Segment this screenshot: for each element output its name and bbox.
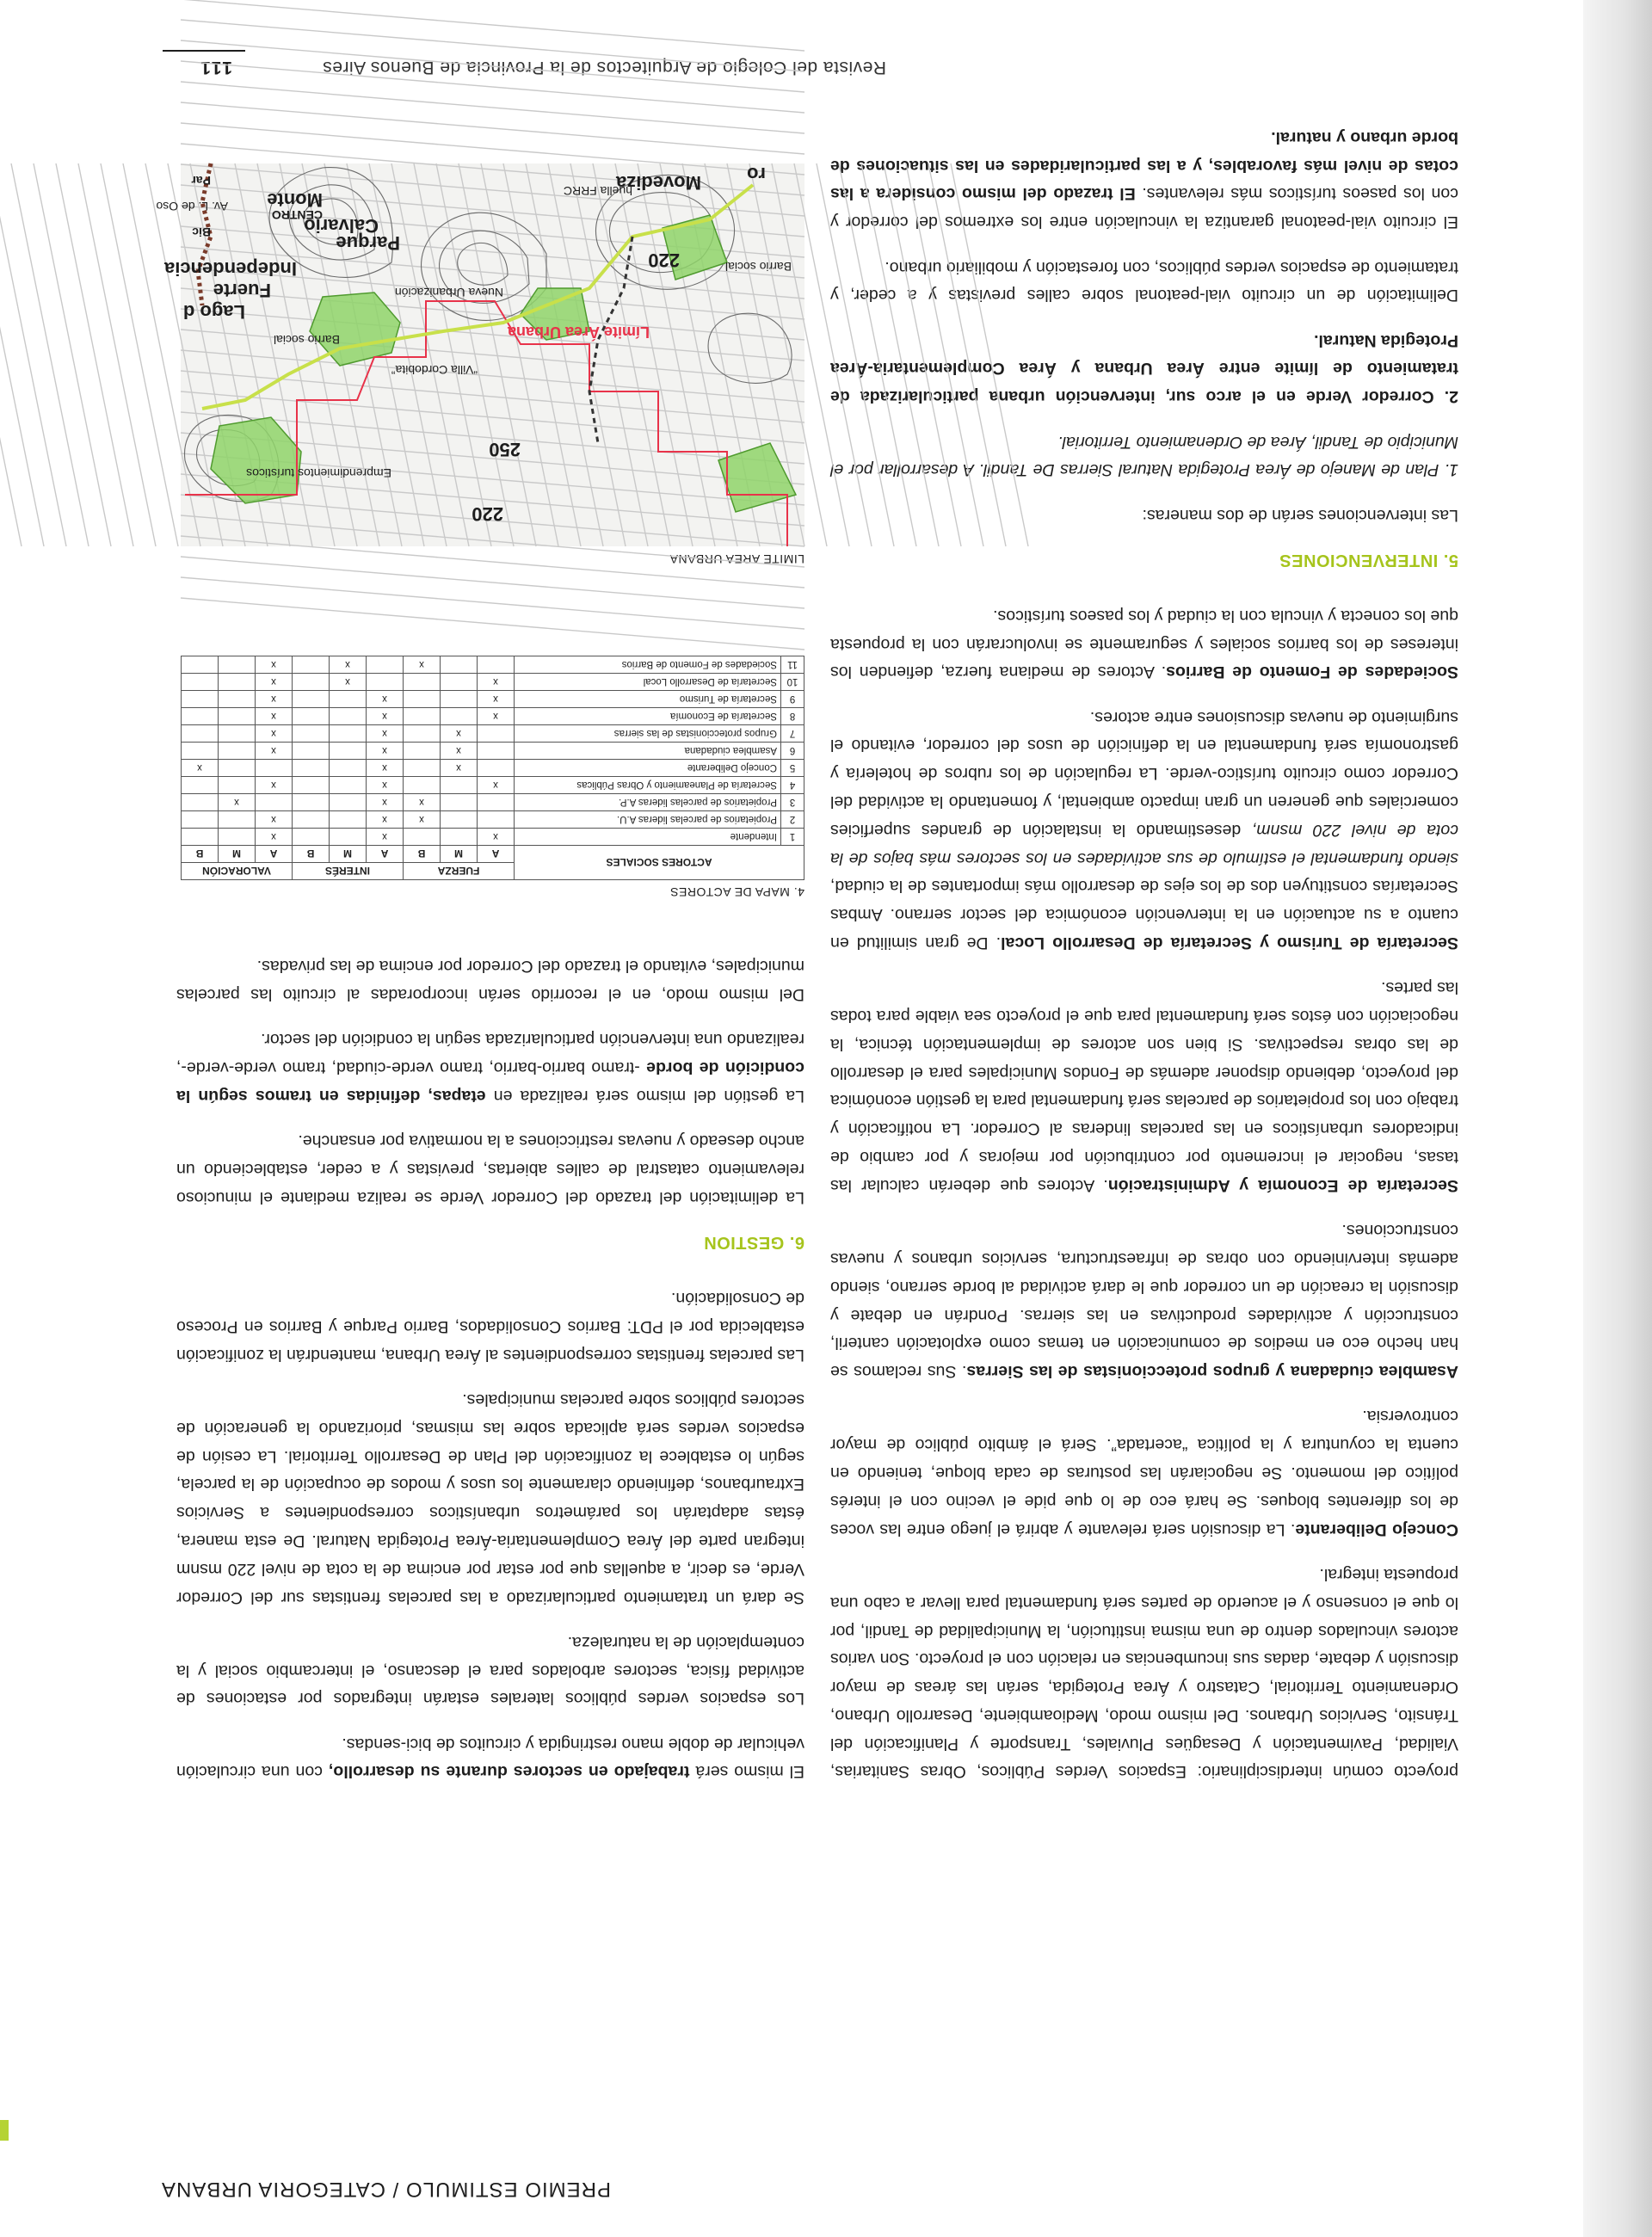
paragraph: El mismo será trabajado en sectores durante su desarrollo, con una circulación vehicular de doble mano restringida y circuitos de bici-sendas. [176, 1734, 804, 1782]
table-mark [404, 829, 441, 846]
table-mark [367, 656, 404, 674]
table-mark: x [256, 811, 293, 829]
table-mark [182, 829, 219, 846]
table-mark [441, 794, 478, 811]
paragraph: Del mismo modo, en el recorrido serán incorporadas al circuito las parcelas municipales, evitando el trazado del Corredor por encima de las privadas. [176, 957, 804, 1005]
table-row [182, 691, 804, 708]
table-mark: x [330, 656, 367, 674]
table-row [182, 674, 804, 691]
table-row [182, 760, 804, 777]
table-mark [330, 811, 367, 829]
table-mark: x [367, 760, 404, 777]
table-mark [330, 777, 367, 794]
table-mark [441, 829, 478, 846]
table-level-header: A [367, 846, 404, 863]
street [34, 163, 111, 546]
table-mark: x [256, 725, 293, 743]
table-mark: x [478, 691, 515, 708]
table-mark [293, 743, 330, 760]
table-mark [182, 725, 219, 743]
paragraph: Las parcelas frentistas correspondientes al Área Urbana, mantendrán la zonificación establecida por el PDT: Barrios Consolidados, Barrio Parque y Barrios en Proceso de Consolidación. [176, 1289, 804, 1365]
table-mark [182, 691, 219, 708]
street [181, 102, 804, 154]
paragraph: Secretaría de Economía y Administración. Actores que deberán calcular las tasas, negociar el incremento por contribución por mejoras y por cambio de indicadores urbanísticos en las parcelas linderas al Corredor. La notificación y trabajo con los propietarios de parcelas será fundamental para la gestión económica del proyecto, debiendo disponer además de Fondos Municipales para el desarrollo de las obras respectivas. Si bien son actores de implementación técnica, la negociación con éstos será fundamental para que el proyecto sea viable para todas las partes. [830, 978, 1458, 1195]
row-number: 6 [781, 743, 804, 760]
table-level-header: B [404, 846, 441, 863]
map-label: Barrio social [724, 260, 792, 274]
table-mark [256, 794, 293, 811]
table-mark [441, 674, 478, 691]
table-mark [293, 760, 330, 777]
actor-name: Secretaría de Desarrollo Local [515, 674, 781, 691]
table-mark: x [478, 674, 515, 691]
table-mark [219, 777, 256, 794]
table-mark [478, 811, 515, 829]
row-number: 2 [781, 811, 804, 829]
section-accent-bar [0, 2120, 9, 2141]
table-row [182, 656, 804, 674]
map-label: Calvario [304, 215, 379, 237]
actor-name: Sociedades de Fomento de Barrios [515, 656, 781, 674]
street [0, 163, 22, 546]
table-group-header: VALORACIÓN [182, 863, 293, 880]
paragraph: La gestión del mismo será realizada en etapas, definidas en tramos según la condición de borde -tramo barrio-barrio, tramo verde-ciudad, tramo verde-verde-, realizando una intervención particularizada según la condición del sector. [176, 1030, 804, 1106]
paragraph: La delimitación del trazado del Corredor Verde se realiza mediante el minucioso relevamiento catastral de calles abiertas, previstas y a ceder, estableciendo un ancho deseado y nuevas restricciones a la normativa por ensanche. [176, 1131, 804, 1207]
table-mark [182, 743, 219, 760]
table-mark: x [256, 777, 293, 794]
table-mark [293, 656, 330, 674]
table-mark [256, 760, 293, 777]
map-label: Bic [192, 225, 211, 239]
map-label: huella FRRC [563, 184, 632, 198]
page-number: 111 [199, 58, 232, 77]
paragraph: 2. Corredor Verde en el arco sur, intervención urbana particularizada de tratamiento de límite entre Área Urbana y Área Complementaria-Área Protegida Natural. [830, 330, 1458, 407]
table-level-header: A [478, 846, 515, 863]
actor-name: Concejo Deliberante [515, 760, 781, 777]
row-number: 8 [781, 708, 804, 725]
table-mark [478, 794, 515, 811]
paragraph: 1. Plan de Manejo de Área Protegida Natural Sierras De Tandil. A desarrollar por el Municipio de Tandil, Área de Ordenamiento Territorial. [830, 432, 1458, 480]
page-number-rule [163, 50, 245, 52]
table-mark [182, 811, 219, 829]
actor-name: Secretaría de Economía [515, 708, 781, 725]
table-row [182, 794, 804, 811]
table-mark [367, 674, 404, 691]
paragraph-lead: Secretaría de Turismo y Secretaría de Desarrollo Local [1001, 933, 1458, 952]
table-mark [330, 743, 367, 760]
table-level-header: M [219, 846, 256, 863]
map-label: “Villa Cordobita” [391, 363, 478, 377]
table-mark [182, 708, 219, 725]
map-label: ro [747, 163, 766, 185]
row-number: 9 [781, 691, 804, 708]
table-mark: x [367, 777, 404, 794]
table-mark: x [367, 794, 404, 811]
table-row [182, 708, 804, 725]
map-caption: LIMITE AREA URBANA [669, 552, 804, 566]
map-label: 220 [472, 503, 503, 525]
paragraph-lead: Secretaría de Economía y Administración [1107, 1175, 1458, 1195]
map-label: Nueva Urbanización [394, 286, 503, 299]
paragraph-lead: Concejo Deliberante [1295, 1519, 1458, 1539]
table-row [182, 777, 804, 794]
paragraph: Secretaría de Turismo y Secretaría de Desarrollo Local. De gran similitud en cuanto a su actuación en la intervención económica del sector serrano. Ambas Secretarías constituyen dos de los ejes de desarrollo más importantes de la ciudad, siendo fundamental el estímulo de sus actividades en los sectores más bajos de la cota de nivel 220 msnm, desestimando la instalación de grandes superficies comerciales que generen un gran impacto ambiental, y fomentando la actividad del Corredor como circuito turístico-verde. La regulación de los rubros de hotelería y gastronomía será fundamental en la definición de usos del corredor, evitando el surgimiento de nuevas discusiones entre actores. [830, 707, 1458, 952]
street [56, 163, 133, 546]
table-mark: x [256, 656, 293, 674]
street [78, 163, 156, 546]
table-mark [219, 656, 256, 674]
table-mark [478, 725, 515, 743]
table-mark [219, 811, 256, 829]
table-mark [441, 656, 478, 674]
table-mark [293, 794, 330, 811]
table-group-header: FUERZA [404, 863, 515, 880]
row-number: 4 [781, 777, 804, 794]
table-mark: x [404, 656, 441, 674]
table-mark: x [219, 794, 256, 811]
table-mark [219, 691, 256, 708]
table-mark [404, 708, 441, 725]
table-mark [441, 811, 478, 829]
map-label: CENTRO [271, 208, 323, 222]
actor-name: Secretaría de Planeamiento y Obras Públicas [515, 777, 781, 794]
table-mark: x [441, 743, 478, 760]
table-mark [404, 777, 441, 794]
paragraph: Las intervenciones serán de dos maneras: [1142, 505, 1458, 525]
table-row [182, 829, 804, 846]
table-level-header: B [293, 846, 330, 863]
table-mark [219, 708, 256, 725]
map-label: 250 [489, 439, 521, 460]
table-mark [219, 760, 256, 777]
table-mark [478, 760, 515, 777]
table-mark: x [367, 708, 404, 725]
table-mark [293, 691, 330, 708]
table-mark: x [367, 743, 404, 760]
heading-interventions: 5. INTERVENCIONES [1279, 550, 1458, 570]
table-mark [478, 656, 515, 674]
paragraph: El circuito vial-peatonal garantiza la vinculación entre los extremos del corredor y con los paseos turísticos más relevantes. El trazado del mismo considera a las cotas de nivel más favorables, y a las particularidades en las situaciones de borde urbano y natural. [830, 127, 1458, 232]
text-column-2 [176, 908, 804, 1803]
table-mark [330, 794, 367, 811]
table-mark [182, 794, 219, 811]
table-mark [478, 743, 515, 760]
street [11, 163, 89, 546]
table-mark [404, 725, 441, 743]
row-number: 7 [781, 725, 804, 743]
text-column-1 [830, 116, 1458, 1803]
table-mark: x [367, 829, 404, 846]
map-label: Monte [267, 189, 323, 211]
table-mark: x [256, 829, 293, 846]
paragraph: Los espacios verdes públicos laterales estarán integrados por estaciones de actividad física, sectores arbolados para el descanso, el intercambio social y la contemplación de la naturaleza. [176, 1632, 804, 1709]
street [0, 163, 44, 546]
table-mark [330, 725, 367, 743]
map-label: Lago d [182, 301, 245, 323]
table-mark: x [256, 674, 293, 691]
street [101, 163, 178, 546]
map-label: Parque [336, 232, 400, 254]
table-mark: x [478, 708, 515, 725]
table-level-header: A [256, 846, 293, 863]
table-mark: x [182, 760, 219, 777]
table-mark [293, 725, 330, 743]
table-mark: x [330, 674, 367, 691]
table-mark: x [256, 708, 293, 725]
table-mark [182, 777, 219, 794]
row-number: 3 [781, 794, 804, 811]
table-row [182, 743, 804, 760]
table-mark [219, 725, 256, 743]
table-mark [219, 743, 256, 760]
street [181, 577, 804, 629]
table-mark: x [441, 725, 478, 743]
table-mark [330, 708, 367, 725]
table-mark [441, 777, 478, 794]
urban-area-map [156, 163, 804, 546]
table-mark [404, 760, 441, 777]
actor-name: Asamblea ciudadana [515, 743, 781, 760]
street [181, 598, 804, 650]
table-mark: x [367, 691, 404, 708]
table-mark [404, 674, 441, 691]
row-number: 1 [781, 829, 804, 846]
actor-name: Grupos proteccionistas de las sierras [515, 725, 781, 743]
actors-table [181, 656, 804, 880]
heading-gestion: 6. GESTION [703, 1233, 804, 1253]
table-group-header: INTERÉS [293, 863, 404, 880]
section-title: PREMIO ESTIMULO / CATEGORIA URBANA [161, 2178, 611, 2201]
table-level-header: M [441, 846, 478, 863]
paragraph: Se dará un tratamiento particularizado a las parcelas frentistas sur del Corredor Verde, es decir, a aquellas que por estar por encima de la cota de nivel 220 msnm integran parte del Área Complementaria-Área Protegida Natural. De esta manera, éstas adaptarán los parámetros urbanísticos correspondientes a Servicios Extraurbanos, definiendo claramente los usos y modos de ocupación de la parcela, según lo establece la zonificación del Plan de Desarrollo Territorial. La cesión de espacios verdes será aplicada sobre las mismas, priorizando la generación de sectores públicos sobre parcelas municipales. [176, 1390, 804, 1607]
map-label: Movediza [615, 172, 701, 194]
table-mark: x [478, 777, 515, 794]
table-mark [330, 829, 367, 846]
table-mark: x [441, 760, 478, 777]
paragraph: Sociedades de Fomento de Barrios. Actores de mediana fuerza, defienden los intereses de los barrios sociales y seguramente se involucrarán con la propuesta que los conecta y vincula con la ciudad y los paseos turísticos. [830, 606, 1458, 682]
table-mark [293, 674, 330, 691]
table-mark: x [256, 691, 293, 708]
map-label: Independencia [163, 258, 297, 280]
map-label: Av. L. de Oso [156, 200, 228, 213]
table-mark: x [404, 794, 441, 811]
table-mark [330, 760, 367, 777]
table-mark [330, 691, 367, 708]
map-label: Fuerte [213, 280, 271, 301]
actor-name: Intendente [515, 829, 781, 846]
table-mark [404, 691, 441, 708]
table-mark [182, 656, 219, 674]
map-label: 220 [648, 250, 680, 271]
map-label: Límite Área Urbana [507, 324, 650, 341]
row-number: 5 [781, 760, 804, 777]
table-mark: x [256, 743, 293, 760]
table-level-header: M [330, 846, 367, 863]
table-mark: x [367, 725, 404, 743]
street [181, 0, 804, 51]
paragraph-lead: Asamblea ciudadana y grupos proteccionistas de las Sierras [966, 1362, 1458, 1382]
table-mark [182, 674, 219, 691]
paragraph: Asamblea ciudadana y grupos proteccionistas de las Sierras. Sus reclamos se han hecho eco en medios de comunicación en temas como explotación canteril, construcción y actividades productivas en las sierras. Pondrán en debate y discusión la creación de un corredor que le dará actividad al borde serrano, siendo además interviniendo con obras de infraestructura, servicios urbanos y nuevas construcciones. [830, 1221, 1458, 1382]
table-mark [441, 691, 478, 708]
page-gutter-shadow [1583, 0, 1652, 2237]
map-label: Par [191, 174, 211, 188]
table-mark: x [478, 829, 515, 846]
table-mark [441, 708, 478, 725]
paragraph-lead: Sociedades de Fomento de Barrios [1166, 662, 1458, 682]
table-mark [293, 829, 330, 846]
publication-name: Revista del Colegio de Arquitectos de la Provincia de Buenos Aires [322, 58, 886, 77]
table-mark: x [404, 811, 441, 829]
table-caption: 4. MAPA DE ACTORES [669, 885, 804, 899]
table-mark [219, 829, 256, 846]
actor-name: Propietarios de parcelas lideras A.P. [515, 794, 781, 811]
table-mark [219, 674, 256, 691]
paragraph: Delimitación de un circuito vial-peatonal sobre calles previstas y a ceder, y tratamiento de espacios verdes públicos, con forestación y mobiliario urbano. [830, 257, 1458, 305]
actor-name: Secretaría de Turismo [515, 691, 781, 708]
paragraph: Concejo Deliberante. La discusión será relevante y abrirá el juego entre las voces de los diferentes bloques. Se hará eco de lo que pide el vecino con el interés político del momento. Se negociarán las posturas de cada bloque, teniendo en cuenta la coyuntura y la política “acertada”. Será el ámbito público de mayor controversia. [830, 1407, 1458, 1539]
table-row [182, 811, 804, 829]
row-number: 10 [781, 674, 804, 691]
map-label: Emprendimientos turísticos [246, 466, 391, 480]
table-mark [404, 743, 441, 760]
street [181, 82, 804, 133]
map-label: Barrio social [273, 333, 340, 347]
table-mark: x [367, 811, 404, 829]
table-mark [293, 811, 330, 829]
paragraph: proyecto común interdisciplinario: Espacios Verdes Públicos, Obras Sanitarias, Vialidad, Pavimentación y Desagües Pluviales, Transporte y Planificación del Tránsito, Servicios Urbanos. Del mismo modo, Medioambiente, Desarrollo Urbano, Ordenamiento Territorial, Catastro y Área Protegida, serán las áreas de mayor discusión y debate, dadas sus incumbencias en relación con el proyecto. Son varios actores vinculados dentro de una misma institución, la Municipalidad de Tandil, por lo que el consenso y el acuerdo de partes será fundamental para llevar a cabo una propuesta integral. [830, 1564, 1458, 1782]
table-level-header: B [182, 846, 219, 863]
table-mark [293, 708, 330, 725]
table-row [182, 725, 804, 743]
table-mark [293, 777, 330, 794]
row-number: 11 [781, 656, 804, 674]
actor-name: Propietarios de parcelas lideras A.U. [515, 811, 781, 829]
table-title: ACTORES SOCIALES [515, 846, 804, 880]
